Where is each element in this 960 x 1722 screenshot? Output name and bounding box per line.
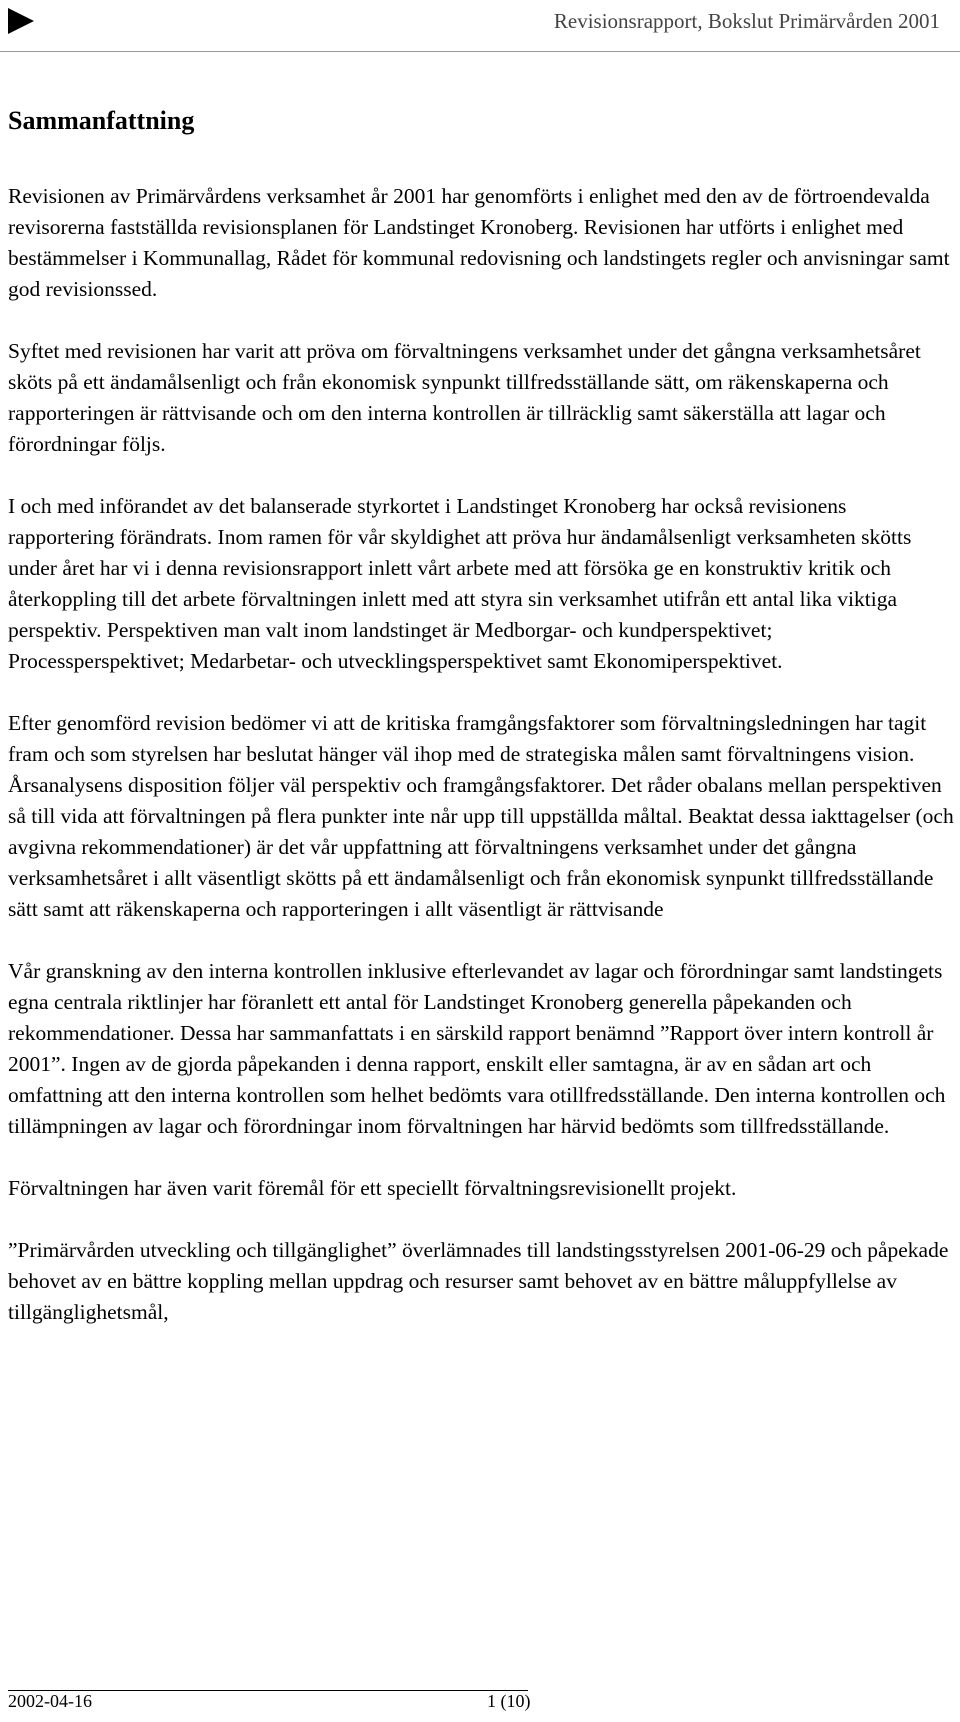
section-heading: Sammanfattning bbox=[8, 106, 195, 135]
running-header: Revisionsrapport, Bokslut Primärvården 2001 bbox=[553, 9, 940, 33]
page-number: 1 (10) bbox=[487, 1691, 531, 1711]
paragraph: Revisionen av Primärvårdens verksamhet år 2001 har genomförts i enlighet med den av de förtroendevalda revisorerna fastställda revisionsplanen för Landstinget Kronoberg. Revisionen har utförts i enlighet med bestämmelser i Kommunallag, Rådet för kommunal redovisning och landstingets regler och anvisningar samt god revisionssed. bbox=[8, 184, 950, 301]
play-triangle-icon bbox=[8, 8, 34, 34]
paragraph: Vår granskning av den interna kontrollen inklusive efterlevandet av lagar och förordningar samt landstingets egna centrala riktlinjer har föranlett ett antal för Landstinget Kronoberg generella påpekanden och rekommendationer. Dessa har sammanfattats i en särskild rapport benämnd ”Rapport över intern kontroll år 2001”. Ingen av de gjorda påpekanden i denna rapport, enskilt eller samtagna, är av en sådan art och omfattning att den interna kontrollen som helhet bedömts vara otillfredsställande. Den interna kontrollen och tillämpningen av lagar och förordningar inom förvaltningen har härvid bedömts som tillfredsställande. bbox=[8, 959, 946, 1138]
paragraph: Syftet med revisionen har varit att pröva om förvaltningens verksamhet under det gångna verksamhetsåret sköts på ett ändamålsenligt och från ekonomisk synpunkt tillfredsställande sätt, om räkenskaperna och rapporteringen är rättvisande och om den interna kontrollen är tillräcklig samt säkerställa att lagar och förordningar följs. bbox=[8, 339, 921, 456]
paragraph: ”Primärvården utveckling och tillgänglighet” överlämnades till landstingsstyrelsen 2001-06-29 och påpekade behovet av en bättre koppling mellan uppdrag och resurser samt behovet av en bättre måluppfyllelse av tillgänglighetsmål, bbox=[8, 1238, 949, 1324]
paragraph: I och med införandet av det balanserade styrkortet i Landstinget Kronoberg har också revisionens rapportering förändrats. Inom ramen för vår skyldighet att pröva hur ändamålsenligt verksamheten skötts under året har vi i denna revisionsrapport inlett vårt arbete med att försöka ge en konstruktiv kritik och återkoppling till det arbete förvaltningen inlett med att styra sin verksamhet utifrån ett antal lika viktiga perspektiv. Perspektiven man valt inom landstinget är Medborgar- och kundperspektivet; Processperspektivet; Medarbetar- och utvecklingsperspektivet samt Ekonomiperspektivet. bbox=[8, 494, 912, 673]
header-divider bbox=[0, 51, 960, 52]
body-text bbox=[8, 181, 954, 1359]
paragraph: Efter genomförd revision bedömer vi att de kritiska framgångsfaktorer som förvaltningsledningen har tagit fram och som styrelsen har beslutat hänger väl ihop med de strategiska målen samt förvaltningens vision. Årsanalysens disposition följer väl perspektiv och framgångsfaktorer. Det råder obalans mellan perspektiven så till vida att förvaltningen på flera punkter inte når upp till uppställda måltal. Beaktat dessa iakttagelser (och avgivna rekommendationer) är det vår uppfattning att förvaltningens verksamhet under det gångna verksamhetsåret i allt väsentligt skötts på ett ändamålsenligt och från ekonomisk synpunkt tillfredsställande sätt samt att räkenskaperna och rapporteringen i allt väsentligt är rättvisande bbox=[8, 711, 954, 921]
footer-date: 2002-04-16 bbox=[8, 1691, 92, 1711]
paragraph: Förvaltningen har även varit föremål för ett speciellt förvaltningsrevisionellt projekt. bbox=[8, 1176, 737, 1200]
